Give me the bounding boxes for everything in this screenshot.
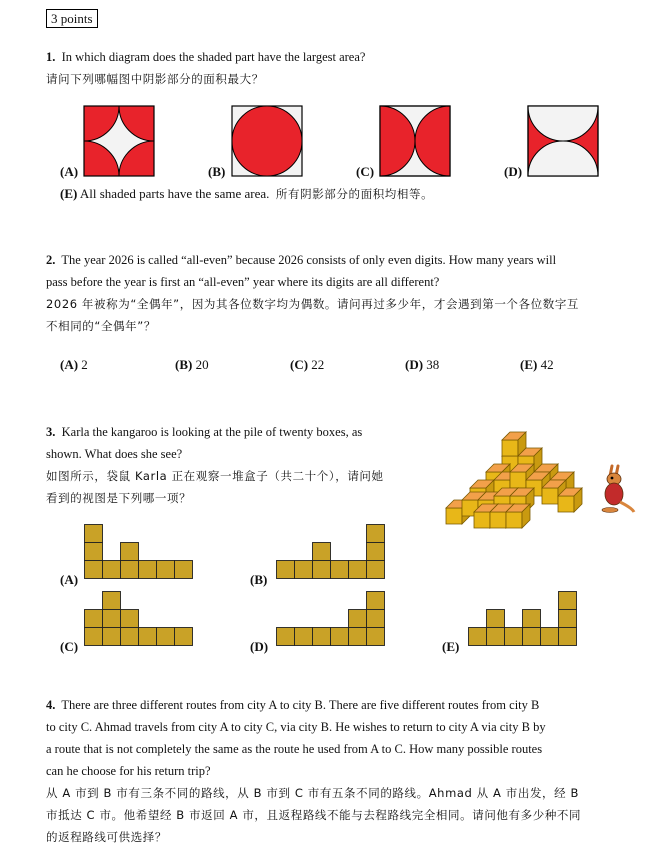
q3-view-d [276, 591, 385, 646]
view-square [85, 525, 103, 543]
view-square [349, 628, 367, 646]
view-square [367, 610, 385, 628]
view-square [103, 610, 121, 628]
q1-text-en: In which diagram does the shaded part have the largest area? [61, 50, 366, 64]
question-3 [46, 421, 436, 509]
view-square [139, 628, 157, 646]
view-square [331, 561, 349, 579]
q1-figure-d [528, 106, 598, 176]
view-square [487, 628, 505, 646]
q4-text-zh-3: 的返程路线可供选择？ [46, 830, 167, 844]
view-square [277, 561, 295, 579]
q3-option-d[interactable]: (D) [250, 639, 269, 654]
q4-text-en-2: to city C. Ahmad travels from city A to city C, via city B. He wishes to return to city A via city B by [46, 720, 546, 734]
kangaroo-icon [598, 464, 636, 514]
q1-option-e-zh: 所有阴影部分的面积均相等。 [275, 187, 434, 201]
view-square [175, 561, 193, 579]
question-2 [46, 249, 642, 337]
view-square [85, 610, 103, 628]
view-square [559, 628, 577, 646]
q1-option-c[interactable]: (C) [356, 164, 375, 179]
view-square [523, 610, 541, 628]
q3-option-b[interactable]: (B) [250, 572, 268, 587]
view-square [121, 628, 139, 646]
q2-option-a[interactable]: (A) 2 [60, 357, 88, 372]
q1-option-d[interactable]: (D) [504, 164, 523, 179]
q3-option-c[interactable]: (C) [60, 639, 79, 654]
view-square [85, 561, 103, 579]
q2-option-d[interactable]: (D) 38 [405, 357, 440, 372]
question-4 [46, 694, 642, 848]
view-square [367, 543, 385, 561]
q1-option-e-en: All shaded parts have the same area. [79, 186, 270, 201]
q3-text-zh-1: 如图所示，袋鼠 Karla 正在观察一堆盒子（共二十个），请问她 [46, 469, 384, 483]
q1-text-zh: 请问下列哪幅图中阴影部分的面积最大？ [46, 72, 264, 86]
question-1 [46, 46, 642, 90]
q1-number: 1. [46, 50, 56, 64]
view-square [313, 628, 331, 646]
view-square [157, 561, 175, 579]
view-square [103, 628, 121, 646]
q3-view-e [468, 591, 577, 646]
view-square [523, 628, 541, 646]
view-square [157, 628, 175, 646]
q2-text-en-1: The year 2026 is called “all-even” because 2026 consists of only even digits. How many years will [61, 253, 557, 267]
q4-text-en-3: a route that is not completely the same as the route he used from A to C. How many possible routes [46, 742, 543, 756]
view-square [103, 592, 121, 610]
q2-option-e[interactable]: (E) 42 [520, 357, 554, 372]
q3-text-en-2: shown. What does she see? [46, 447, 183, 461]
view-square [85, 628, 103, 646]
view-square [469, 628, 487, 646]
view-square [559, 592, 577, 610]
view-square [121, 561, 139, 579]
view-square [103, 561, 121, 579]
view-square [175, 628, 193, 646]
q1-figure-b [232, 106, 302, 176]
view-square [121, 543, 139, 561]
view-square [367, 592, 385, 610]
q2-option-c[interactable]: (C) 22 [290, 357, 325, 372]
q4-text-en-1: There are three different routes from city A to city B. There are five different routes from city B [61, 698, 540, 712]
q3-number: 3. [46, 425, 56, 439]
q3-option-a[interactable]: (A) [60, 572, 79, 587]
q3-text-zh-2: 看到的视图是下列哪一项？ [46, 491, 192, 505]
q1-figure-a [84, 106, 154, 176]
view-square [121, 610, 139, 628]
q2-option-b[interactable]: (B) 20 [175, 357, 209, 372]
q1-option-e[interactable]: (E) All shaded parts have the same area. 所有阴影部分的面积均相等。 [60, 186, 434, 201]
view-square [349, 561, 367, 579]
view-square [367, 628, 385, 646]
view-square [313, 561, 331, 579]
q4-text-zh-2: 市抵达 C 市。他希望经 B 市返回 A 市，且返程路线不能与去程路线完全相同。请问他有多少种不同 [46, 808, 582, 822]
view-square [295, 561, 313, 579]
q4-text-zh-1: 从 A 市到 B 市有三条不同的路线，从 B 市到 C 市有五条不同的路线。Ahmad 从 A 市出发，经 B [46, 786, 579, 800]
view-square [313, 543, 331, 561]
view-square [367, 525, 385, 543]
q3-view-c [84, 591, 193, 646]
q1-option-a[interactable]: (A) [60, 164, 79, 179]
view-square [277, 628, 295, 646]
view-square [541, 628, 559, 646]
q4-text-en-4: can he choose for his return trip? [46, 764, 211, 778]
q3-text-en-1: Karla the kangaroo is looking at the pile of twenty boxes, as [61, 425, 363, 439]
q1-figure-c [380, 106, 450, 176]
points-label: 3 points [46, 9, 98, 28]
q2-text-en-2: pass before the year is first an “all-even” year where its digits are all different? [46, 275, 440, 289]
q3-option-e[interactable]: (E) [442, 639, 460, 654]
q4-number: 4. [46, 698, 56, 712]
view-square [295, 628, 313, 646]
q2-text-zh-2: 不相同的“全偶年”？ [46, 319, 156, 333]
view-square [487, 610, 505, 628]
q2-number: 2. [46, 253, 56, 267]
view-square [349, 610, 367, 628]
view-square [85, 543, 103, 561]
view-square [559, 610, 577, 628]
view-square [367, 561, 385, 579]
q1-option-b[interactable]: (B) [208, 164, 226, 179]
q3-view-b [276, 524, 385, 579]
view-square [139, 561, 157, 579]
q3-view-a [84, 524, 193, 579]
view-square [331, 628, 349, 646]
view-square [505, 628, 523, 646]
q2-text-zh-1: 2026 年被称为“全偶年”，因为其各位数字均为偶数。请问再过多少年，才会遇到第一个各位数字互 [46, 297, 580, 311]
